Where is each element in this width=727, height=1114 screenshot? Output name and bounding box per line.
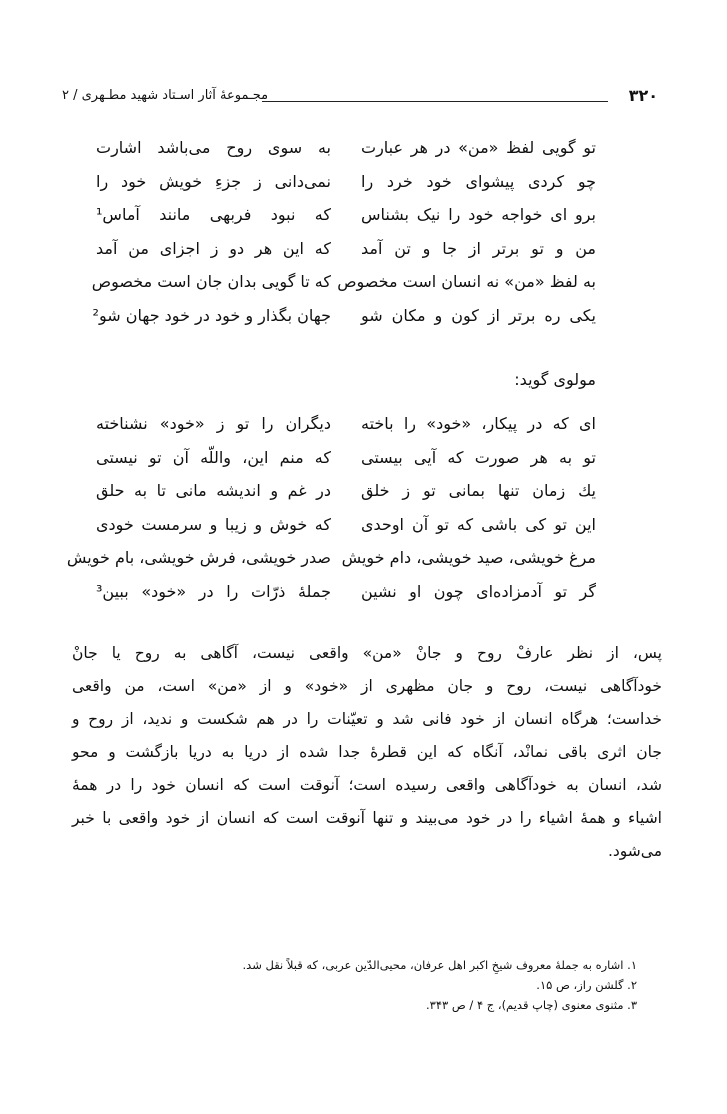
running-title: مجـموعهٔ آثار اسـتاد شهید مطـهری / ۲ [62, 88, 269, 103]
verse-row [91, 272, 596, 306]
verse-hemistich-left: که خوش و زیبا و سرمست خودی [96, 514, 331, 534]
page-header [62, 84, 658, 112]
footnote: ۳. مثنوی معنوی (چاپ قدیم)، ج ۴ / ص ۳۴۳. [426, 998, 637, 1012]
verse-row [96, 448, 596, 482]
verse-hemistich-left: که منم این، واللّه آن تو نیستی [96, 447, 331, 467]
header-rule [262, 101, 608, 102]
footnote: ۱. اشاره به جملهٔ معروف شیخِ اکبر اهل عرفان، محیی‌الدّین عربی، که قبلاً نقل شد. [242, 958, 637, 972]
verse-hemistich-left: نمی‌دانی ز جزءِ خویش خود را [96, 171, 331, 191]
prose-line: جان اثری باقی نمانْد، آنگاه که این قطرهٔ جدا شده از دریا به دریا بازگشت و محو [72, 743, 662, 761]
verse-hemistich-right: من و تو برتر از جا و تن آمد [361, 238, 596, 258]
verse-row [96, 138, 596, 172]
prose-line: پس، از نظر عارفْ روح و جانْ «من» واقعی نیست، آگاهی به روح یا جانْ [72, 644, 662, 662]
page-number: ۳۲۰ [628, 86, 658, 105]
prose-line: خداست؛ هرگاه انسان از خود فانی شد و تعیّنات را در هم شکست و ندید، از روح و [72, 710, 662, 728]
verse-block-2 [66, 414, 596, 616]
verse-hemistich-right: تو به هر صورت که آیی بیستی [361, 447, 596, 467]
verse-row [96, 239, 596, 273]
verse-hemistich-left: که نبود فربهی مانند آماس¹ [96, 205, 331, 225]
verse-block-1 [91, 138, 596, 340]
verse-hemistich-right: یکی ره برتر از کون و مکان شو [361, 305, 596, 325]
verse-row [96, 414, 596, 448]
prose-line: خودآگاهی نیست، روح و جان مظهری از «خود» و از «من» است، من واقعی [72, 677, 662, 695]
verse-hemistich-left: جهان بگذار و خود در خود جهان شو² [92, 305, 331, 325]
footnote: ۲. گلشن راز، ص ۱۵. [536, 978, 637, 992]
verse-hemistich-left: صدر خویشی، فرش خویشی، بام خویش [66, 548, 331, 568]
verse-hemistich-right: گر تو آدمزاده‌ای چون او نشین [361, 581, 596, 601]
verse-hemistich-right: ای که در پیکار، «خود» را باخته [361, 414, 596, 433]
verse-row [96, 515, 596, 549]
verse-hemistich-right: این تو کی باشی که تو آن اوحدی [361, 514, 596, 534]
verse-hemistich-left: دیگران را تو ز «خود» نشناخته [96, 414, 331, 433]
footnotes [157, 958, 637, 1018]
verse-hemistich-right: برو ای خواجه خود را نیک بشناس [361, 205, 596, 225]
intro-line: مولوی گوید: [514, 370, 596, 389]
verse-row [96, 172, 596, 206]
verse-row [96, 582, 596, 616]
prose-line: شد، انسان به خودآگاهی واقعی رسیده است؛ آنوقت است که انسان خود را در همهٔ [72, 776, 662, 794]
verse-row [96, 481, 596, 515]
verse-hemistich-right: تو گویی لفظ «من» در هر عبارت [361, 138, 596, 157]
verse-hemistich-left: در غم و اندیشه مانی تا به حلق [96, 481, 331, 501]
verse-hemistich-right: به لفظ «من» نه انسان است مخصوص [337, 272, 596, 292]
verse-hemistich-left: که این هر دو ز اجزای من آمد [96, 238, 331, 258]
prose-paragraph [72, 644, 662, 875]
verse-row [96, 205, 596, 239]
verse-hemistich-right: مرغ خویشی، صید خویشی، دام خویش [341, 548, 596, 568]
verse-hemistich-left: که تا گویی بدان جان است مخصوص [91, 272, 331, 292]
prose-line: می‌شود. [607, 842, 662, 860]
verse-hemistich-right: چو کردی پیشوای خود خرد را [361, 171, 596, 191]
verse-row [92, 305, 596, 340]
prose-line: اشیاء و همهٔ اشیاء را در خود می‌بیند و تنها آنوقت است که انسان از خود واقعی با خبر [72, 809, 662, 827]
verse-hemistich-left: به سوی روح می‌باشد اشارت [96, 138, 331, 157]
verse-hemistich-left: جملهٔ ذرّات را در «خود» ببین³ [96, 581, 331, 601]
verse-hemistich-right: یك زمان تنها بمانی تو ز خلق [361, 481, 596, 501]
verse-row [66, 548, 596, 582]
